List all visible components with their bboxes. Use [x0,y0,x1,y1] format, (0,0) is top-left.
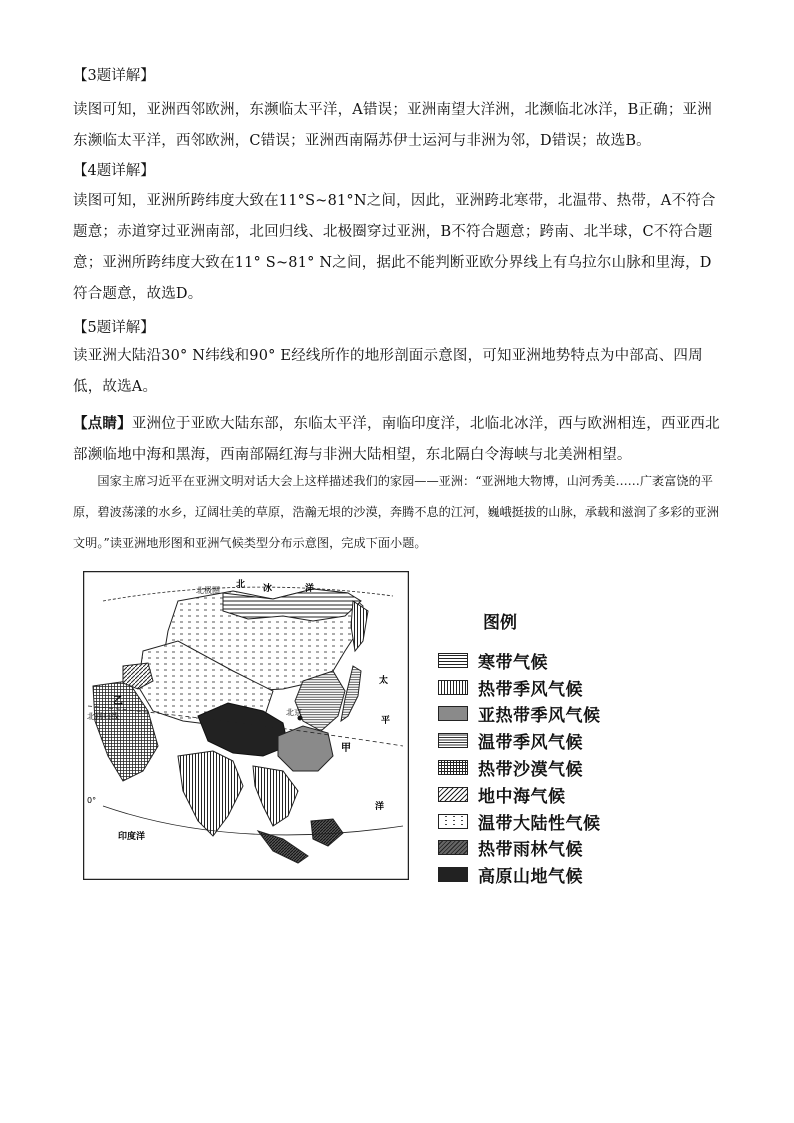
legend-label: 高原山地气候 [478,867,583,888]
label-arctic-ocean: 洋 [305,584,315,594]
legend-label: 地中海气候 [478,786,566,807]
tip-label: 【点睛】 [73,415,132,432]
legend-item [438,781,638,808]
legend-item [438,674,638,701]
label-jia: 甲 [341,743,351,754]
legend-label: 热带雨林气候 [478,840,583,861]
legend-swatch [438,840,468,855]
south-china-subtropical [278,726,333,771]
legend-label: 热带季风气候 [478,679,583,700]
legend-item [438,861,638,888]
legend-item [438,835,638,862]
legend-swatch [438,760,468,775]
legend-swatch [438,653,468,668]
label-yi: 乙 [113,696,123,707]
legend-item [438,808,638,835]
legend-swatch [438,733,468,748]
legend-item [438,701,638,728]
legend-swatch [438,680,468,695]
label-north: 北 [236,580,246,590]
label-tropic: 北回归线 [87,712,119,721]
label-beijing: 北京 [286,708,302,717]
q3-text: 读图可知，亚洲西邻欧洲，东濒临太平洋，A错误；亚洲南望大洋洲，北濒临北冰洋，B正确；亚洲东濒临太平洋，西邻欧洲，C错误；亚洲西南隔苏伊士运河与非洲为邻，D错误；故选B。 [73,102,712,149]
q4-heading: 【4题详解】 [73,163,155,179]
legend-label: 亚热带季风气候 [478,706,601,727]
legend-label: 温带大陆性气候 [478,813,601,834]
legend-item [438,754,638,781]
legend-swatch [438,814,468,829]
label-indian-ocean: 印度洋 [118,832,146,842]
legend-label: 寒带气候 [478,652,548,673]
q4-text: 读图可知，亚洲所跨纬度大致在11°S~81°N之间，因此，亚洲跨北寒带，北温带、热带，A不符合题意；赤道穿过亚洲南部，北回归线、北极圈穿过亚洲，B不符合题意；跨南、北半球，C不符合题意；亚洲所跨纬度大致在11° S~81° N之间，据此不能判断亚欧分界线上有乌拉尔山脉和里海，D符合题意，故选D。 [73,193,716,302]
label-pacific-yang: 洋 [375,802,385,812]
label-ping: 平 [381,716,391,726]
q5-heading: 【5题详解】 [73,320,155,336]
tip-paragraph [73,408,723,471]
label-north-circle: 北极圈 [196,586,220,595]
tip-text: 亚洲位于亚欧大陆东部，东临太平洋，南临印度洋，北临北冰洋，西与欧洲相连，西亚西北部濒临地中海和黑海，西南部隔红海与非洲大陆相望，东北隔白令海峡与北美洲相望。 [73,416,720,463]
label-tai: 太 [379,676,389,686]
q5-text: 读亚洲大陆沿30° N纬线和90° E经线所作的地形剖面示意图，可知亚洲地势特点为中部高、四周低，故选A。 [73,348,703,395]
legend-item [438,727,638,754]
legend-swatch [438,787,468,802]
legend-label: 温带季风气候 [478,733,583,754]
label-ice: 冰 [263,584,273,594]
q3-heading: 【3题详解】 [73,68,155,84]
map-legend [438,608,638,888]
intro-text: 国家主席习近平在亚洲文明对话大会上这样描述我们的家园——亚洲：“亚洲地大物博，山河秀美……广袤富饶的平原，碧波荡漾的水乡，辽阔壮美的草原，浩瀚无垠的沙漠，奔腾不息的江河，巍峨挺拔的山脉，承载和滋润了多彩的亚洲文明。”读亚洲地形图和亚洲气候类型分布示意图，完成下面小题。 [73,474,719,550]
legend-swatch [438,706,468,721]
legend-label: 热带沙漠气候 [478,760,583,781]
legend-item [438,647,638,674]
label-zero-degree: 0° [87,796,97,805]
asia-climate-map [83,571,409,880]
legend-title: 图例 [483,613,517,633]
legend-list [438,647,638,888]
legend-swatch [438,867,468,882]
